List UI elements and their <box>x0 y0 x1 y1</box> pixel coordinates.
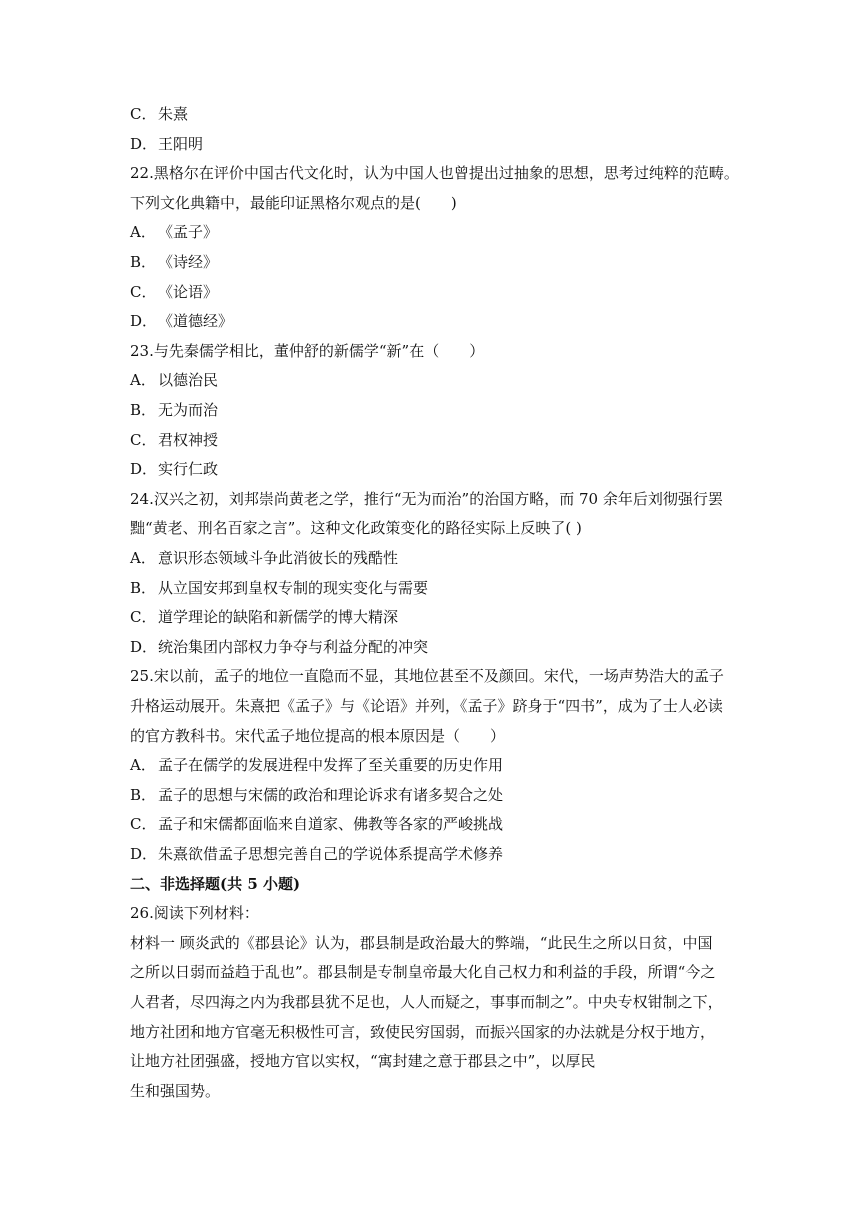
text-line <box>130 341 484 361</box>
text-line <box>130 193 457 213</box>
line-text: 《道德经》 <box>158 312 234 330</box>
line-text: 的官方教科书。宋代孟子地位提高的根本原因是（ ） <box>130 727 506 745</box>
line-text: 《孟子》 <box>158 223 219 241</box>
line-text: 孟子和宋儒都面临来自道家、佛教等各家的严峻挑战 <box>158 815 504 833</box>
option-line <box>130 548 398 568</box>
line-text: 26.阅读下列材料： <box>130 904 259 922</box>
line-text: 无为而治 <box>158 401 219 419</box>
option-line <box>130 607 398 627</box>
option-line <box>130 311 233 331</box>
option-line <box>130 578 428 598</box>
line-text: 24.汉兴之初，刘邦崇尚黄老之学，推行“无为而治”的治国方略，而 70 余年后刘彻强行罢 <box>130 490 723 508</box>
option-line <box>130 282 218 302</box>
text-line <box>130 1081 220 1101</box>
option-key: B． <box>130 401 157 419</box>
line-text: 从立国安邦到皇权专制的现实变化与需要 <box>158 579 429 597</box>
line-text: 生和强国势。 <box>130 1082 221 1100</box>
line-text: 孟子在儒学的发展进程中发挥了至关重要的历史作用 <box>158 756 504 774</box>
option-line <box>130 459 218 479</box>
line-text: 统治集团内部权力争夺与利益分配的冲突 <box>158 638 429 656</box>
line-text: 意识形态领域斗争此消彼长的残酷性 <box>158 549 399 567</box>
line-text: 下列文化典籍中，最能印证黑格尔观点的是( ) <box>130 194 457 212</box>
option-key: B． <box>130 253 157 271</box>
option-line <box>130 370 218 390</box>
line-text: 让地方社团强盛，授地方官以实权，“寓封建之意于郡县之中”，以厚民 <box>130 1052 596 1070</box>
option-line <box>130 755 503 775</box>
line-text: 道学理论的缺陷和新儒学的博大精深 <box>158 608 399 626</box>
option-line <box>130 814 503 834</box>
line-text: 二、非选择题(共 5 小题) <box>130 875 301 893</box>
option-line <box>130 400 218 420</box>
line-text: 地方社团和地方官毫无积极性可言，致使民穷国弱，而振兴国家的办法就是分权于地方， <box>130 1023 716 1041</box>
line-text: 朱熹 <box>158 105 189 123</box>
text-line <box>130 696 723 716</box>
text-line <box>130 933 712 953</box>
text-line <box>130 1051 595 1071</box>
option-key: D． <box>130 845 158 863</box>
option-key: D． <box>130 638 158 656</box>
line-text: 22.黑格尔在评价中国古代文化时，认为中国人也曾提出过抽象的思想，思考过纯粹的范畴。 <box>130 164 739 182</box>
option-key: C． <box>130 815 157 833</box>
option-key: A． <box>130 223 156 241</box>
line-text: 实行仁政 <box>158 460 219 478</box>
option-key: A． <box>130 371 156 389</box>
option-key: A． <box>130 549 156 567</box>
line-text: 升格运动展开。朱熹把《孟子》与《论语》并列，《孟子》跻身于“四书”，成为了士人必读 <box>130 697 723 715</box>
text-line <box>130 726 505 746</box>
option-key: D． <box>130 460 158 478</box>
option-line <box>130 104 188 124</box>
line-text: 孟子的思想与宋儒的政治和理论诉求有诸多契合之处 <box>158 786 504 804</box>
line-text: 之所以日弱而益趋于乱也”。郡县制是专制皇帝最大化自己权力和利益的手段，所谓“今之 <box>130 963 716 981</box>
option-line <box>130 637 428 657</box>
text-line <box>130 163 739 183</box>
line-text: 王阳明 <box>158 135 204 153</box>
option-key: D． <box>130 135 158 153</box>
option-line <box>130 430 218 450</box>
option-key: C． <box>130 283 157 301</box>
line-text: 以德治民 <box>158 371 219 389</box>
line-text: 黜“黄老、刑名百家之言”。这种文化政策变化的路径实际上反映了( ) <box>130 519 582 537</box>
line-text: 君权神授 <box>158 431 219 449</box>
option-key: C． <box>130 105 157 123</box>
option-line <box>130 134 203 154</box>
section-heading <box>130 874 300 894</box>
option-key: A． <box>130 756 156 774</box>
line-text: 23.与先秦儒学相比，董仲舒的新儒学“新”在（ ） <box>130 342 485 360</box>
line-text: 《论语》 <box>158 283 219 301</box>
option-line <box>130 785 503 805</box>
option-line <box>130 252 218 272</box>
option-key: D． <box>130 312 158 330</box>
text-line <box>130 1022 715 1042</box>
text-line <box>130 489 723 509</box>
option-key: C． <box>130 431 157 449</box>
text-line <box>130 962 715 982</box>
line-text: 《诗经》 <box>158 253 219 271</box>
text-line <box>130 518 582 538</box>
text-line <box>130 992 723 1012</box>
option-line <box>130 844 503 864</box>
text-line <box>130 666 724 686</box>
option-key: B． <box>130 579 157 597</box>
option-line <box>130 222 218 242</box>
option-key: B． <box>130 786 157 804</box>
line-text: 朱熹欲借孟子思想完善自己的学说体系提高学术修养 <box>158 845 504 863</box>
option-key: C． <box>130 608 157 626</box>
line-text: 材料一 顾炎武的《郡县论》认为，郡县制是政治最大的弊端，“此民生之所以日贫，中国 <box>130 934 713 952</box>
line-text: 人君者，尽四海之内为我郡县犹不足也，人人而疑之，事事而制之”。中央专权钳制之下， <box>130 993 723 1011</box>
line-text: 25.宋以前，孟子的地位一直隐而不显，其地位甚至不及颜回。宋代，一场声势浩大的孟子 <box>130 667 724 685</box>
text-line <box>130 903 259 923</box>
